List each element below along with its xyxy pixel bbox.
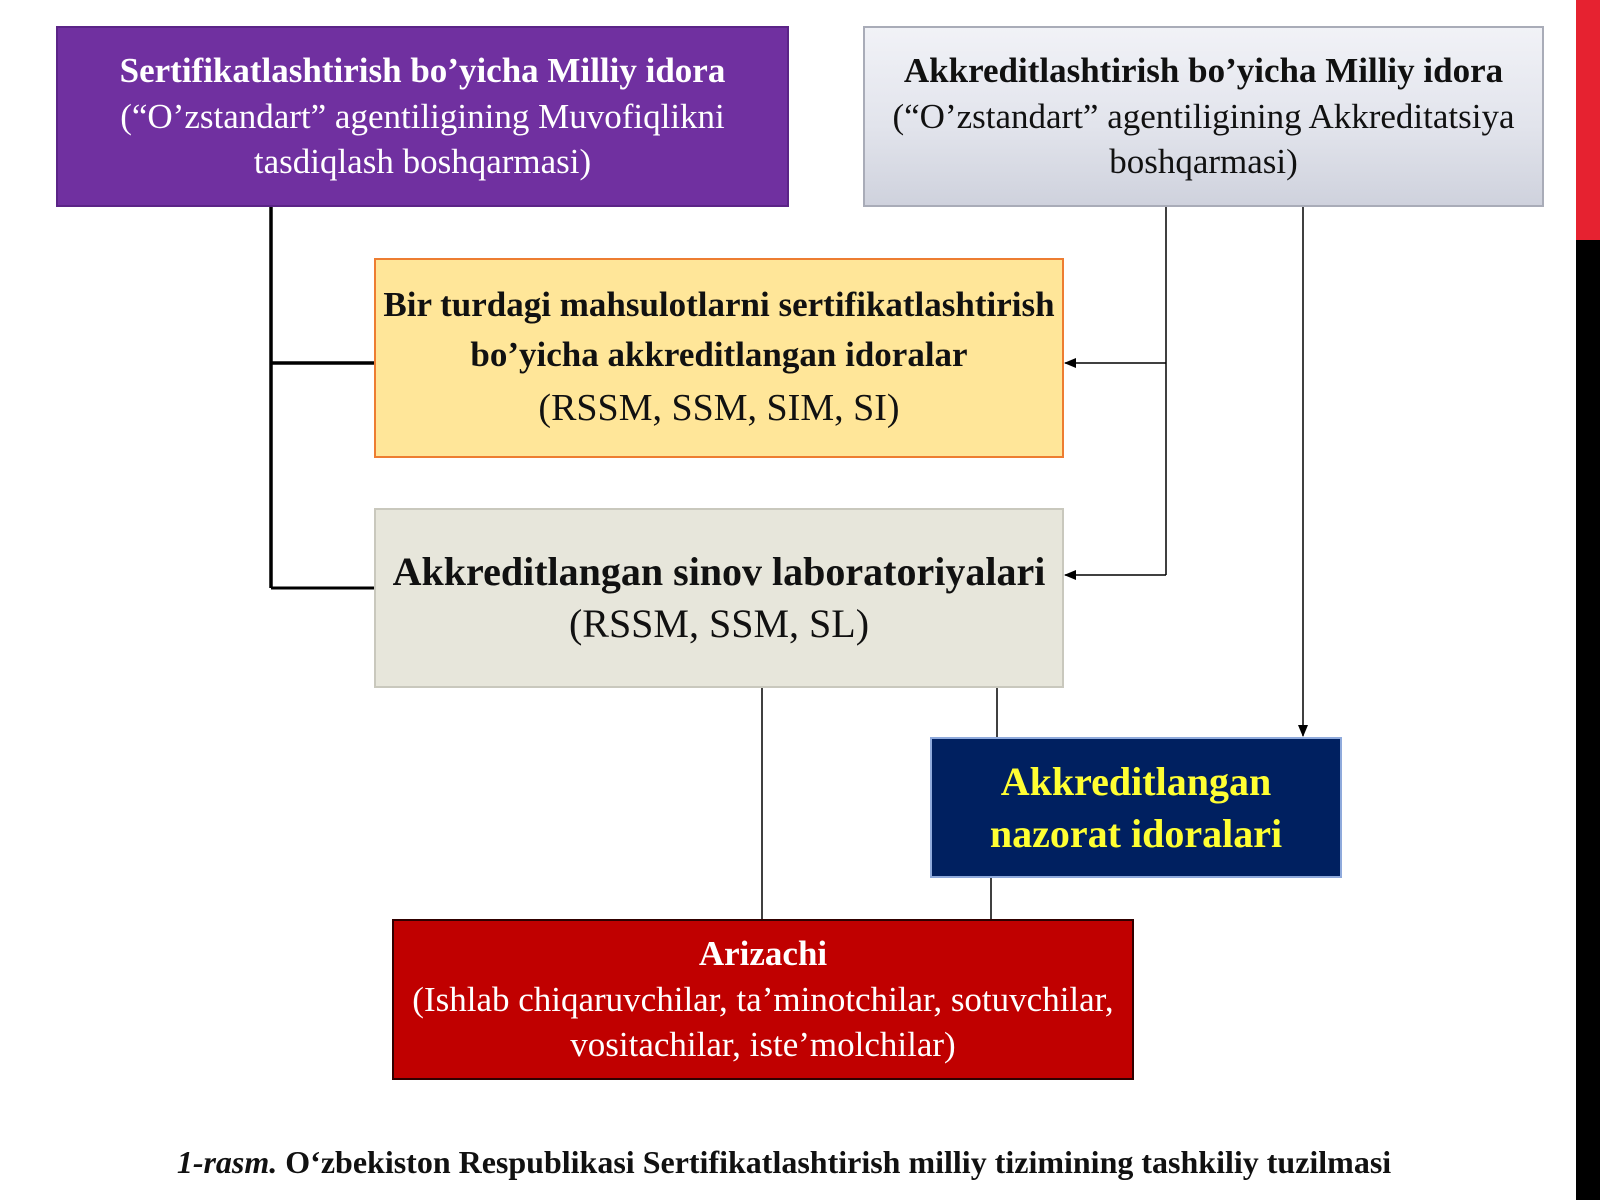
accredited-test-labs-title: Akkreditlangan sinov laboratoriyalari <box>392 549 1046 594</box>
accredited-certification-bodies-title: Bir turdagi mahsulotlarni sertifikatlashtirish bo’yicha akkreditlangan idoralar <box>383 284 1055 375</box>
accredited-control-bodies-box <box>930 737 1342 878</box>
national-certification-body-details: (“O’zstandart” agentiligining Muvofiqlikni tasdiqlash boshqarmasi) <box>120 96 725 182</box>
figure-caption-label: 1-rasm. <box>176 1144 278 1180</box>
national-certification-body-box <box>56 26 789 207</box>
accent-bar-black <box>1576 240 1600 1200</box>
figure-caption-text: O‘zbekiston Respublikasi Sertifikatlashtirish milliy tizimining tashkiliy tuzilmasi <box>285 1144 1392 1180</box>
applicant-title: Arizachi <box>698 934 828 974</box>
applicant-details: (Ishlab chiqaruvchilar, ta’minotchilar, sotuvchilar, vositachilar, iste’molchilar) <box>412 979 1114 1065</box>
national-accreditation-body-details: (“O’zstandart” agentiligining Akkreditatsiya boshqarmasi) <box>892 96 1515 182</box>
applicant-box <box>392 919 1134 1080</box>
accredited-certification-bodies-details: (RSSM, SSM, SIM, SI) <box>538 387 900 430</box>
national-accreditation-body-box <box>863 26 1544 207</box>
national-certification-body-title: Sertifikatlashtirish bo’yicha Milliy idora <box>119 51 726 91</box>
accredited-test-labs-box <box>374 508 1064 688</box>
accredited-control-bodies-title: Akkreditlangan nazorat idoralari <box>989 758 1283 856</box>
figure-caption <box>0 1144 1568 1181</box>
national-accreditation-body-title: Akkreditlashtirish bo’yicha Milliy idora <box>903 51 1504 91</box>
accredited-certification-bodies-box <box>374 258 1064 458</box>
accredited-test-labs-details: (RSSM, SSM, SL) <box>568 601 870 646</box>
accent-bar-red <box>1576 0 1600 240</box>
